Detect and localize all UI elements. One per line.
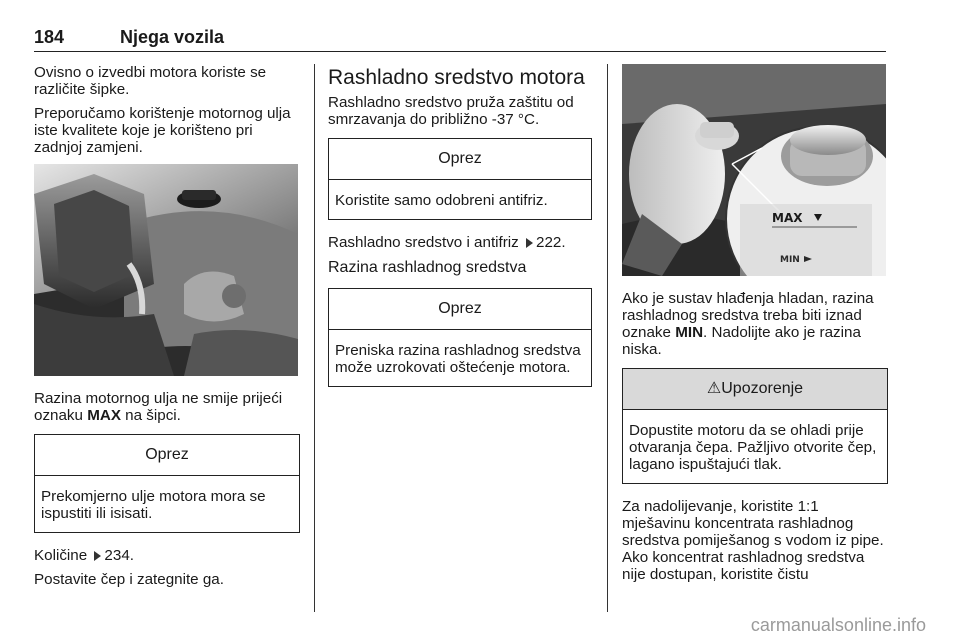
warning-header (623, 369, 887, 410)
column-divider (607, 64, 608, 612)
page-reference-icon (526, 238, 533, 248)
caution-title: Oprez (35, 435, 299, 476)
min-mark-label: MIN (780, 255, 800, 265)
paragraph-oil-max (34, 390, 300, 424)
coolant-level-text-start: Ako je sustav hlađenja hladan, razina rashladnog sredstva treba biti iznad oznake (622, 290, 874, 341)
oil-max-label: MAX (87, 407, 121, 424)
paragraph-oil-quality: Preporučamo korištenje motornog ulja iste kvalitete koje je korišteno pri zadnjoj zamjeni. (34, 105, 291, 156)
caution-text: Prekomjerno ulje motora mora se ispustiti ili isisati. (41, 488, 266, 522)
warning-box (622, 368, 888, 484)
quantities-label: Količine (34, 547, 88, 564)
caution-box-antifreeze (328, 138, 592, 220)
oil-max-text-start: Razina motornog ulja ne smije prijeći oznaku (34, 390, 283, 424)
warning-triangle-icon: ⚠ (706, 380, 722, 397)
caution-box-coolant-level (328, 288, 592, 387)
paragraph-coolant-level (622, 290, 888, 358)
min-label: MIN (675, 324, 704, 341)
coolant-level-text-end: . Nadolijte ako je razina niska. (622, 324, 861, 358)
column-left (34, 64, 300, 595)
page-header (34, 27, 886, 52)
caution-text: Koristite samo odobreni antifriz. (335, 192, 548, 209)
coolant-reservoir-photo (622, 64, 886, 276)
paragraph-cap: Postavite čep i zategnite ga. (34, 571, 224, 588)
coolant-heading: Rashladno sredstvo motora (328, 66, 585, 89)
warning-title: Upozorenje (721, 380, 804, 397)
watermark: carmanualsonline.info (750, 615, 926, 635)
coolant-ref-page: 222. (536, 234, 566, 251)
caution-box-oil (34, 434, 300, 533)
paragraph-rods: Ovisno o izvedbi motora koriste se različite šipke. (34, 64, 267, 98)
coolant-reference (328, 234, 592, 251)
section-title: Njega vozila (120, 27, 225, 47)
paragraph-refill: Za nadolijevanje, koristite 1:1 mješavinu koncentrata rashladnog sredstva pomiješanog s vodom iz pipe. Ako koncentrat rashladnog sredstva nije dostupan, koristite čistu (622, 498, 884, 583)
page-reference-icon (94, 551, 101, 561)
coolant-ref-label: Rashladno sredstvo i antifriz (328, 234, 519, 251)
caution-title: Oprez (329, 289, 591, 330)
caution-text: Preniska razina rashladnog sredstva može uzrokovati oštećenje motora. (335, 342, 581, 376)
quantities-reference (34, 547, 300, 564)
column-divider (314, 64, 315, 612)
column-middle (328, 66, 592, 401)
coolant-level-heading: Razina rashladnog sredstva (328, 259, 527, 276)
paragraph-antifreeze: Rashladno sredstvo pruža zaštitu od smrzavanja do približno -37 °C. (328, 94, 574, 128)
warning-text: Dopustite motoru da se ohladi prije otvaranja čepa. Pažljivo otvorite čep, lagano ispuštajući tlak. (629, 422, 877, 473)
caution-title: Oprez (329, 139, 591, 180)
column-right (622, 64, 888, 590)
max-mark-label: MAX (772, 211, 803, 225)
oil-filling-photo (34, 164, 298, 376)
page-number: 184 (34, 27, 65, 47)
quantities-page: 234. (104, 547, 134, 564)
oil-max-text-end: na šipci. (120, 407, 181, 424)
